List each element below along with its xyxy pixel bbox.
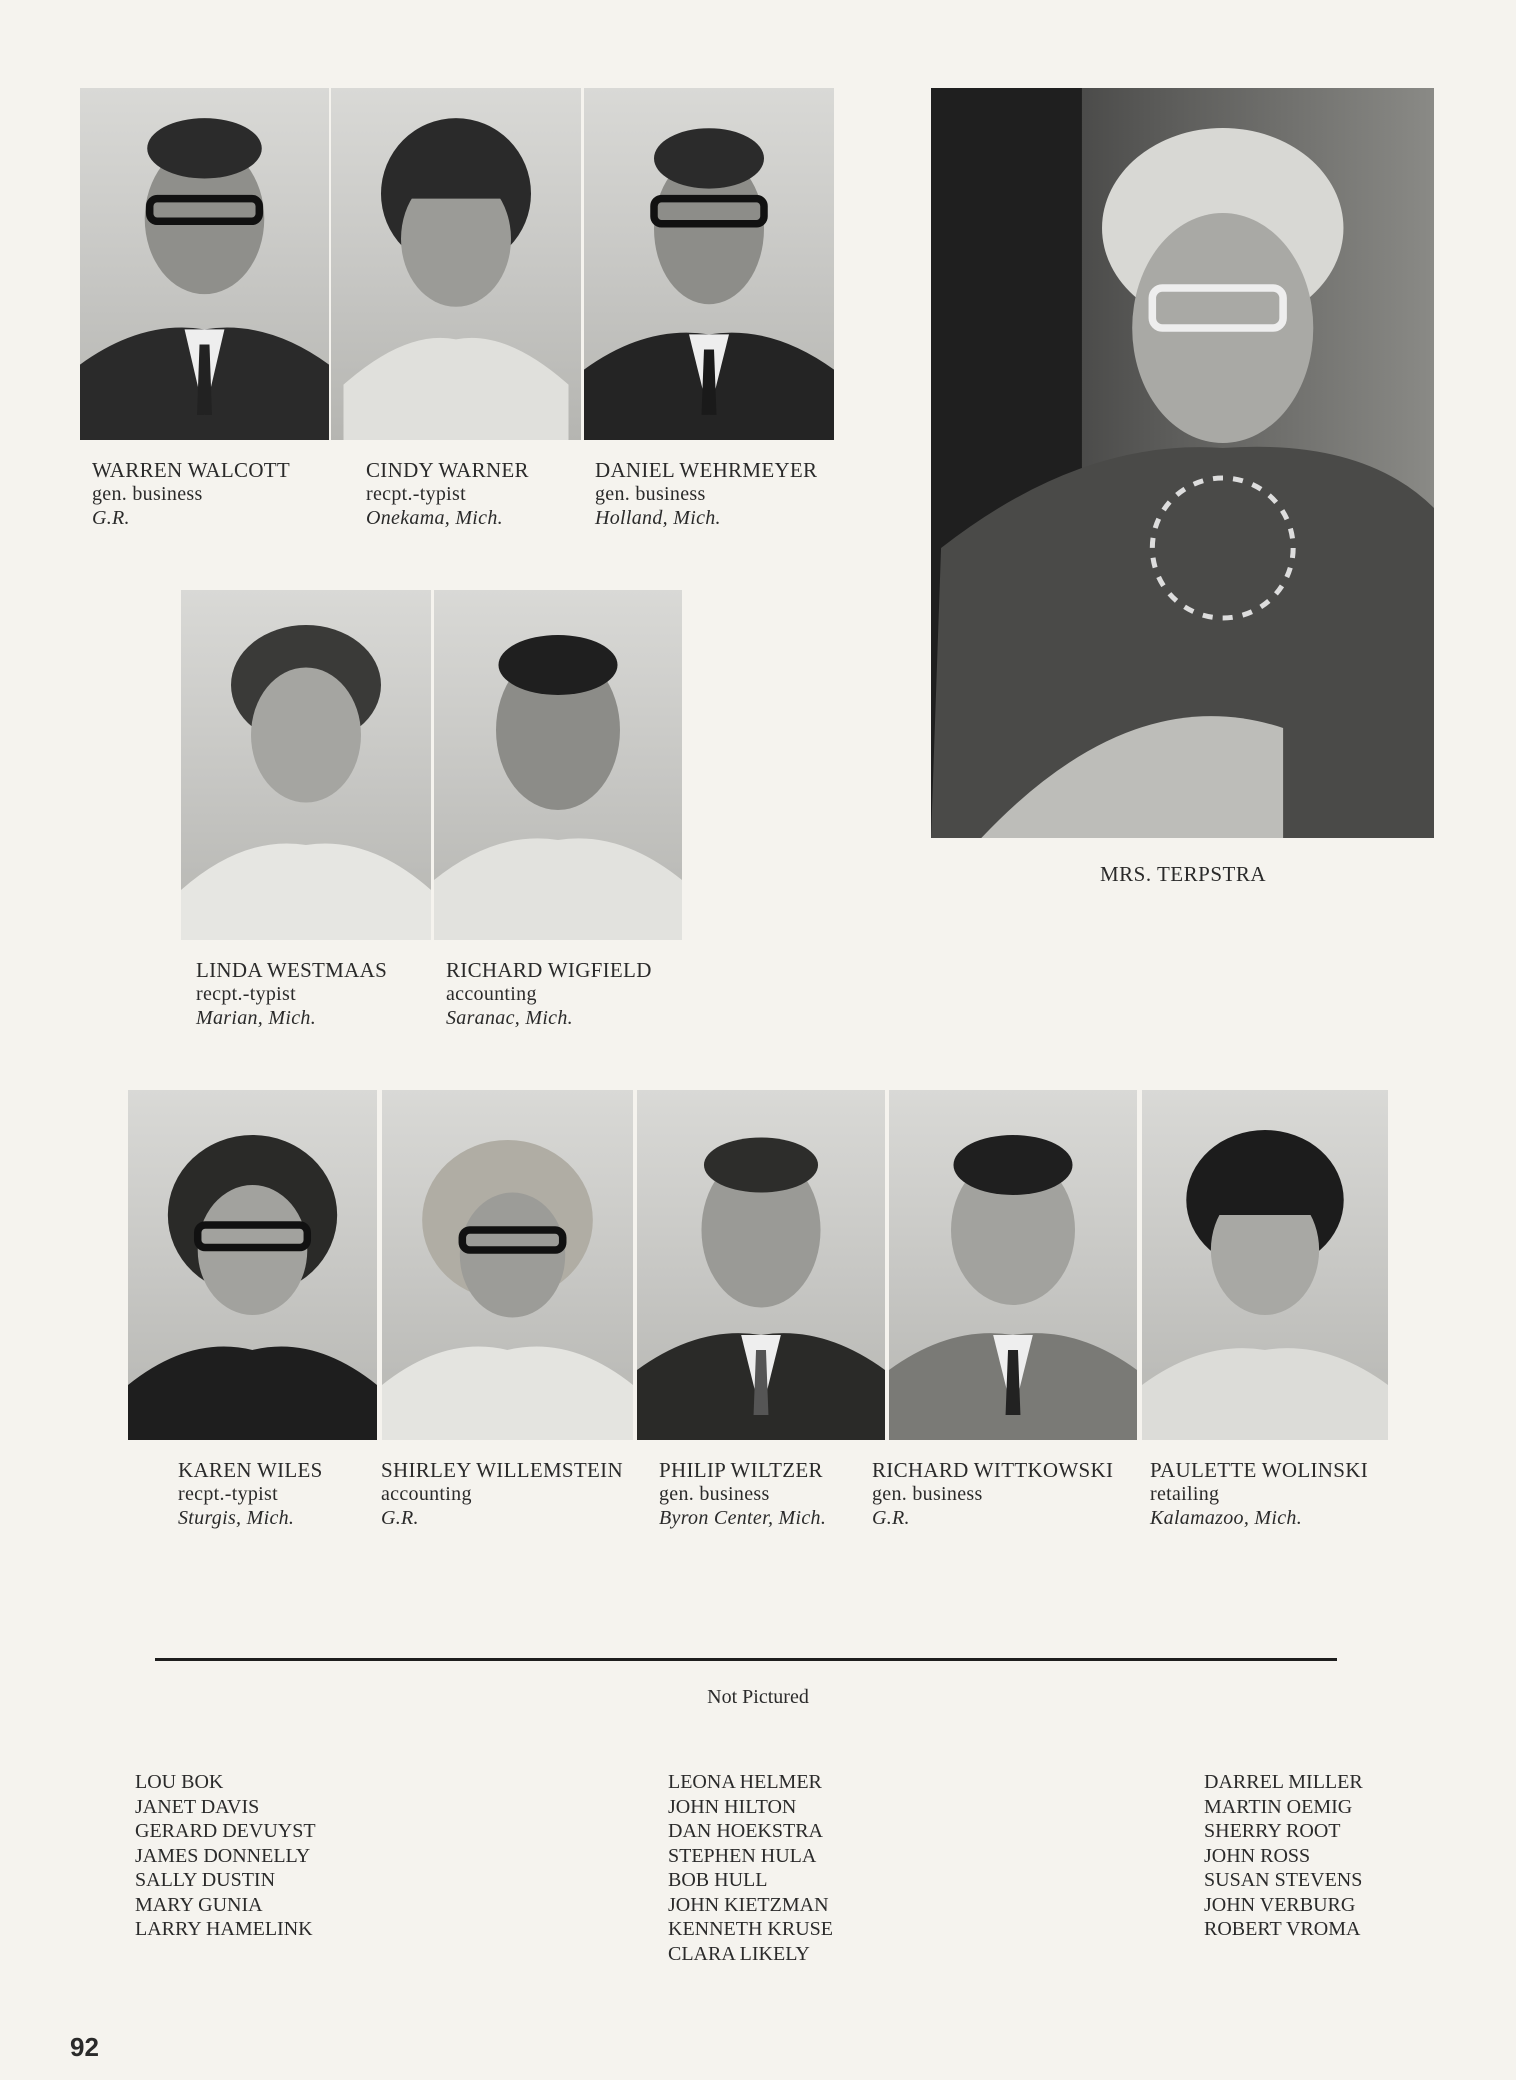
student-name: PAULETTE WOLINSKI (1150, 1458, 1369, 1482)
list-item: JOHN KIETZMAN (668, 1893, 829, 1916)
student-hometown: G.R. (872, 1507, 910, 1529)
list-item: BOB HULL (668, 1869, 768, 1891)
student-name: PHILIP WILTZER (659, 1458, 823, 1482)
list-item: JANET DAVIS (135, 1795, 260, 1818)
student-hometown: G.R. (381, 1507, 419, 1529)
list-item: DAN HOEKSTRA (668, 1820, 823, 1842)
student-caption (381, 1458, 623, 1530)
list-item: LARRY HAMELINK (135, 1918, 313, 1940)
student-hometown: Saranac, Mich. (446, 1007, 573, 1029)
list-item: ROBERT VROMA (1204, 1918, 1361, 1940)
not-pictured-heading: Not Pictured (707, 1686, 809, 1708)
portrait-photo (80, 88, 329, 440)
not-pictured-column (668, 1770, 833, 1966)
student-caption (595, 458, 817, 530)
list-item: GERARD DEVUYST (135, 1820, 316, 1842)
student-name: LINDA WESTMAAS (196, 958, 388, 982)
student-major: accounting (381, 1483, 472, 1505)
section-divider (155, 1658, 1337, 1661)
student-major: gen. business (595, 483, 706, 505)
student-hometown: Holland, Mich. (595, 507, 721, 529)
student-hometown: Byron Center, Mich. (659, 1507, 827, 1529)
student-name: RICHARD WIGFIELD (446, 958, 652, 982)
list-item: CLARA LIKELY (668, 1942, 810, 1965)
student-name: DANIEL WEHRMEYER (595, 458, 818, 482)
list-item: SUSAN STEVENS (1204, 1869, 1363, 1891)
student-major: gen. business (872, 1483, 983, 1505)
student-major: recpt.-typist (178, 1483, 278, 1505)
list-item: DARREL MILLER (1204, 1771, 1363, 1793)
student-major: retailing (1150, 1483, 1220, 1505)
featured-name: MRS. TERPSTRA (1100, 862, 1266, 886)
list-item: JOHN VERBURG (1204, 1893, 1356, 1916)
portrait-photo (331, 88, 581, 440)
student-caption (196, 958, 387, 1030)
list-item: KENNETH KRUSE (668, 1918, 833, 1940)
portrait-photo (584, 88, 834, 440)
student-major: recpt.-typist (366, 483, 466, 505)
student-major: recpt.-typist (196, 983, 296, 1005)
student-caption (446, 958, 652, 1030)
student-caption (1150, 1458, 1368, 1530)
student-major: gen. business (659, 1483, 770, 1505)
student-caption (92, 458, 290, 530)
list-item: MARY GUNIA (135, 1893, 263, 1916)
student-major: gen. business (92, 483, 203, 505)
list-item: LOU BOK (135, 1771, 224, 1793)
list-item: JOHN ROSS (1204, 1844, 1311, 1867)
list-item: LEONA HELMER (668, 1771, 822, 1793)
portrait-photo (181, 590, 431, 940)
student-hometown: Kalamazoo, Mich. (1150, 1507, 1303, 1529)
student-name: WARREN WALCOTT (92, 458, 291, 482)
student-major: accounting (446, 983, 537, 1005)
student-caption (872, 1458, 1113, 1530)
not-pictured-column (135, 1770, 316, 1942)
list-item: STEPHEN HULA (668, 1844, 817, 1867)
student-hometown: Onekama, Mich. (366, 507, 503, 529)
student-hometown: G.R. (92, 507, 130, 529)
portrait-photo (889, 1090, 1137, 1440)
student-caption (366, 458, 529, 530)
list-item: SALLY DUSTIN (135, 1869, 276, 1891)
portrait-photo (128, 1090, 377, 1440)
portrait-photo (637, 1090, 885, 1440)
portrait-photo (434, 590, 682, 940)
portrait-photo (1142, 1090, 1388, 1440)
featured-portrait-photo (931, 88, 1434, 838)
list-item: MARTIN OEMIG (1204, 1795, 1353, 1818)
student-name: RICHARD WITTKOWSKI (872, 1458, 1114, 1482)
not-pictured-column (1204, 1770, 1363, 1942)
student-hometown: Marian, Mich. (196, 1007, 316, 1029)
student-caption (659, 1458, 826, 1530)
page-number: 92 (70, 2032, 99, 2062)
student-name: KAREN WILES (178, 1458, 323, 1482)
list-item: JOHN HILTON (668, 1795, 797, 1818)
student-name: SHIRLEY WILLEMSTEIN (381, 1458, 623, 1482)
student-caption (178, 1458, 323, 1530)
student-hometown: Sturgis, Mich. (178, 1507, 295, 1529)
student-name: CINDY WARNER (366, 458, 529, 482)
list-item: SHERRY ROOT (1204, 1820, 1341, 1842)
portrait-photo (382, 1090, 633, 1440)
list-item: JAMES DONNELLY (135, 1844, 311, 1867)
